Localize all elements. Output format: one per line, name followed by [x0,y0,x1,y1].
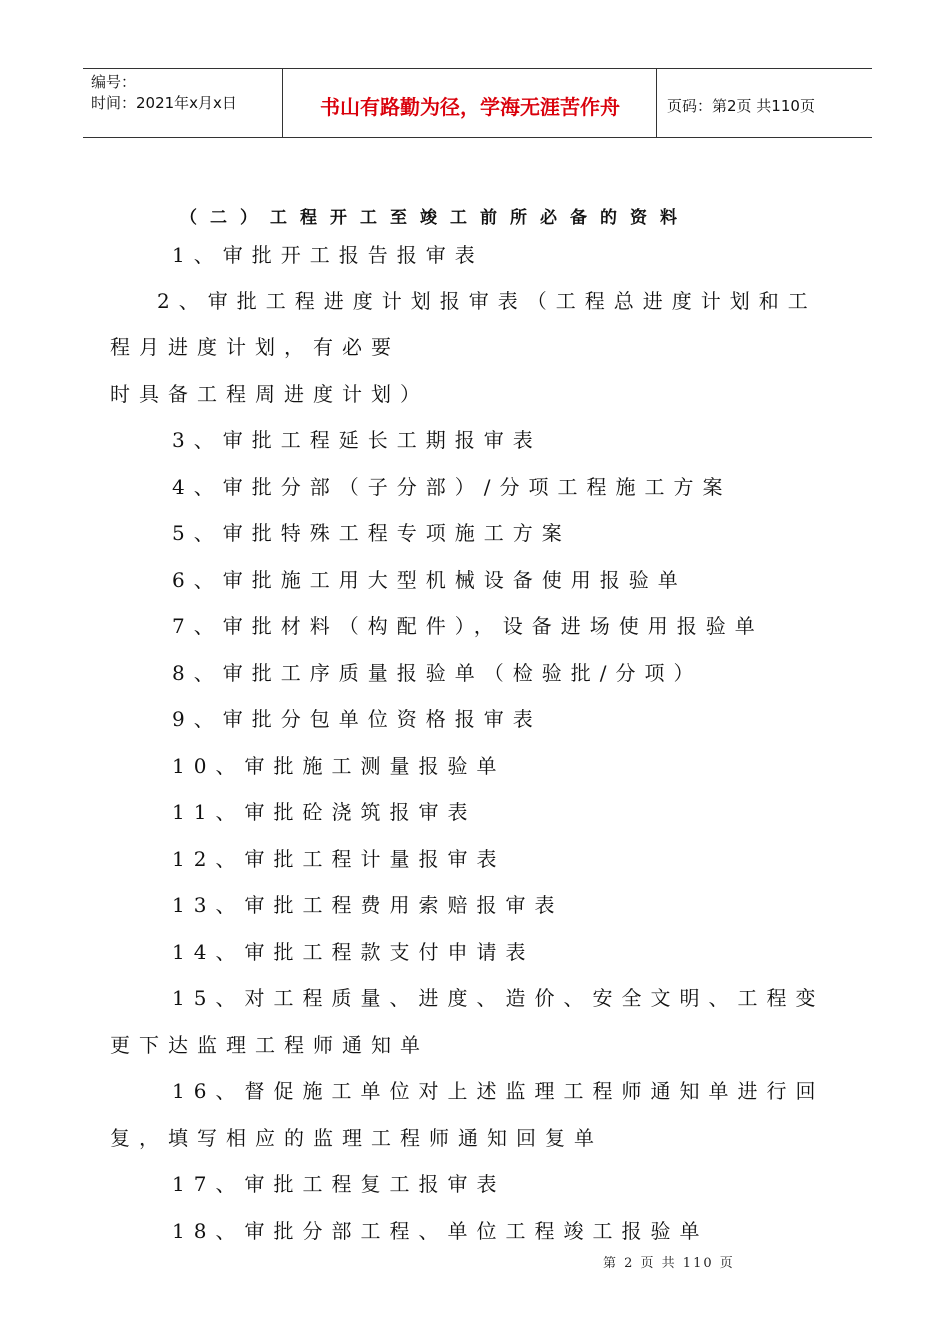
page-number-label: 页码：第2页 共110页 [667,96,815,115]
list-item: 3、审批工程延长工期报审表 [172,428,542,452]
motto-text: 书山有路勤为径，学海无涯苦作舟 [284,69,657,137]
list-item: 18、审批分部工程、单位工程竣工报验单 [172,1219,709,1243]
number-label: 编号： [91,73,137,91]
list-item: 11、审批砼浇筑报审表 [172,800,477,824]
list-item: 6、审批施工用大型机械设备使用报验单 [172,568,687,592]
list-item: 2、审批工程进度计划报审表（工程总进度计划和工 [157,289,817,313]
list-item: 15、对工程质量、进度、造价、安全文明、工程变 [172,986,825,1010]
list-item-continuation: 程月进度计划，有必要 [110,335,400,359]
list-item-continuation: 更下达监理工程师通知单 [110,1033,429,1057]
list-item: 5、审批特殊工程专项施工方案 [172,521,571,545]
list-item-continuation: 时具备工程周进度计划） [110,382,429,406]
list-item: 12、审批工程计量报审表 [172,847,506,871]
list-item: 9、审批分包单位资格报审表 [172,707,542,731]
section-title: （二）工程开工至竣工前所必备的资料 [180,208,690,228]
list-item: 8、审批工序质量报验单（检验批/分项） [172,661,703,685]
list-item: 16、督促施工单位对上述监理工程师通知单进行回 [172,1079,825,1103]
time-label: 时间：2021年x月x日 [91,94,237,112]
list-item: 10、审批施工测量报验单 [172,754,506,778]
list-item-continuation: 复，填写相应的监理工程师通知回复单 [110,1126,603,1150]
list-item: 14、审批工程款支付申请表 [172,940,535,964]
list-item: 7、审批材料（构配件），设备进场使用报验单 [172,614,764,638]
list-item: 17、审批工程复工报审表 [172,1172,506,1196]
page-header [83,68,872,138]
header-meta-cell [83,69,283,137]
page-footer: 第 2 页 共 110 页 [603,1256,735,1271]
list-item: 1、审批开工报告报审表 [172,243,484,267]
list-item: 4、审批分部（子分部）/分项工程施工方案 [172,475,732,499]
list-item: 13、审批工程费用索赔报审表 [172,893,564,917]
